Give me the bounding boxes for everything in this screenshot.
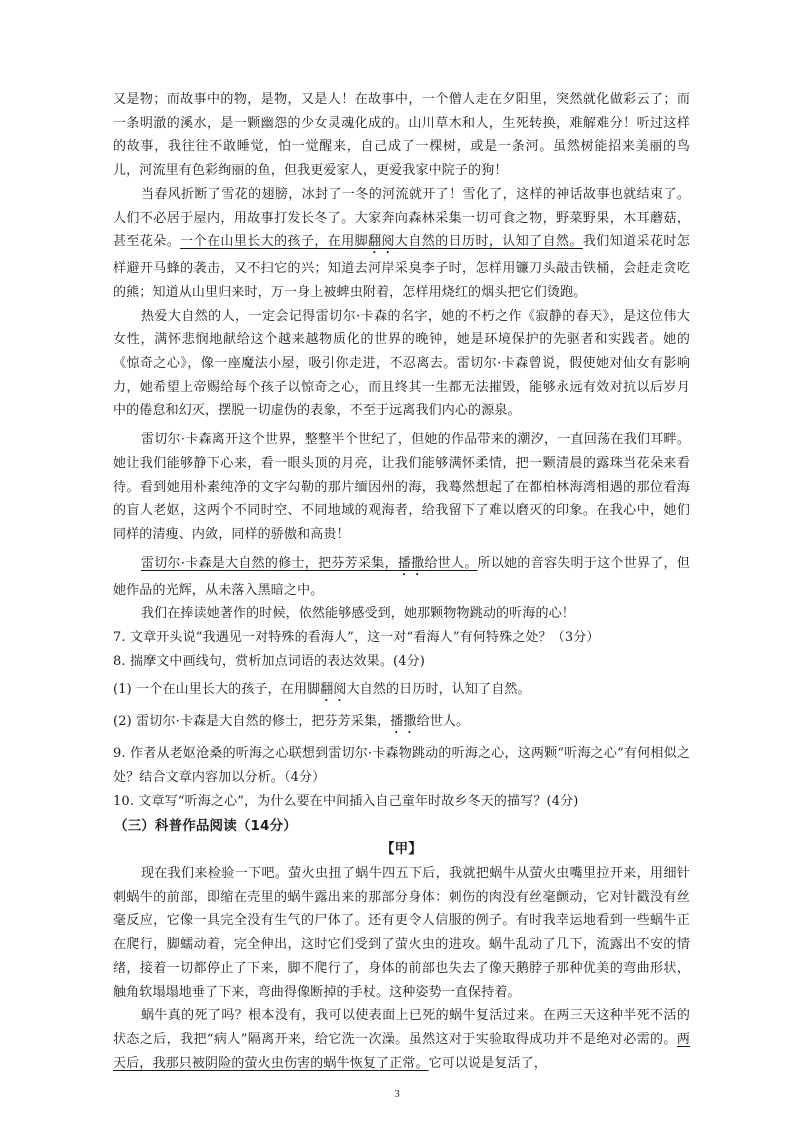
- passage-label: 【甲】: [381, 841, 422, 858]
- underlined-sentence: [141, 556, 478, 571]
- passage-paragraph: [113, 552, 690, 603]
- question-8-item-2: [113, 710, 690, 737]
- section-heading: （三）科普作品阅读（14分）: [114, 817, 297, 834]
- passage-text: 蜗牛真的死了吗？根本没有，我可以使表面上已死的蜗牛复活过来。在两三天这种半死不活的状态之后，我把“病人”隔离开来，给它洗一次澡。虽然这对于实验取得成功并不是绝对必需的。: [113, 1008, 690, 1047]
- question-text: 大自然的日历时，认知了自然。: [346, 682, 531, 698]
- dotted-word: 播撒: [397, 555, 425, 571]
- passage-text: 所以她的音容失明于这个世界了，但她作品的光辉，从未落入黑暗之中。: [113, 555, 690, 598]
- page-number: 3: [394, 1088, 400, 1100]
- underlined-sentence: [180, 234, 583, 249]
- dotted-word: 翻阅: [320, 682, 347, 698]
- passage-paragraph: 热爱大自然的人，一定会记得雷切尔·卡森的名字，她的不朽之作《寂静的春天》，是这位伟大女性，满怀悲悯地献给这个越来越物质化的世界的晚钟，她是环境保护的先驱者和实践者。她的《惊奇之心》，像一座魔法小屋，吸引你走进，不忍离去。雷切尔·卡森曾说，假使她对仙女有影响力，她希望上帝赐给每个孩子以惊奇之心，而且终其一生都无法摧毁，能够永远有效对抗以后岁月中的倦怠和幻灭，摆脱一切虚伪的表象，不至于远离我们内心的源泉。: [113, 308, 690, 419]
- question-8: 8. 揣摩文中画线句，赏析加点词语的表达效果。(4分): [113, 653, 426, 669]
- question-text: (1) 一个在山里长大的孩子，在用脚: [113, 682, 321, 698]
- passage-paragraph: 我们在捧读她著作的时候，依然能够感受到，她那颗物物跳动的听海的心！: [140, 606, 575, 622]
- dotted-word: 翻阅: [368, 234, 395, 250]
- underlined-text: 给世人。: [424, 555, 478, 571]
- question-text: 给世人。: [416, 714, 470, 730]
- question-7: 7. 文章开头说“我遇见一对特殊的看海人”，这一对“看海人”有何特殊之处？（3分）: [113, 630, 600, 646]
- underlined-text: 雷切尔·卡森是大自然的修士，把芬芳采集，: [140, 555, 398, 571]
- underlined-sentence: 两天后，我那只被阴险的萤火虫伤害的蜗牛恢复了正常。: [113, 1031, 690, 1071]
- passage-paragraph: [113, 1004, 690, 1075]
- passage-text: 我们知道采花时怎样避开马蜂的袭击，又不扫它的兴；知道去河岸采臭李子时，怎样用镰刀头敲击铁桶，会赶走贪吃的熊；知道从山里归来时，万一身上被蜱虫附着，怎样用烧红的烟头把它们烫跑。: [113, 234, 690, 300]
- passage-paragraph: 又是物；而故事中的物，是物，又是人！在故事中，一个僧人走在夕阳里，突然就化做彩云了；而一条明澈的溪水，是一颗幽怨的少女灵魂化成的。山川草木和人，生死转换，难解难分！听过这样的故事，我往往不敢睡觉，怕一觉醒来，自己成了一棵树，或是一条河。虽然树能招来美丽的鸟儿，河流里有色彩绚丽的鱼，但我更爱家人，更爱我家中院子的狗！: [113, 92, 690, 179]
- question-8-item-1: [113, 678, 690, 705]
- passage-paragraph: 现在我们来检验一下吧。萤火虫扭了蜗牛四五下后，我就把蜗牛从萤火虫嘴里拉开来，用细针刺蜗牛的前部，即缩在壳里的蜗牛露出来的那部分身体：刺伤的肉没有丝毫颤动，它对针戳没有丝毫反应，它像一具完全没有生气的尸体了。还有更令人信服的例子。有时我幸运地看到一些蜗牛正在爬行，脚蠕动着，完全伸出，这时它们受到了萤火虫的进攻。蜗牛乱动了几下，流露出不安的情绪，接着一切都停止了下来，脚不爬行了，身体的前部也失去了像天鹅脖子那种优美的弯曲形状，触角软塌塌地垂了下来，弯曲得像断掉的手杖。这种姿势一直保持着。: [113, 865, 690, 1000]
- passage-paragraph: 雷切尔·卡森离开这个世界，整整半个世纪了，但她的作品带来的潮汐，一直回荡在我们耳畔。她让我们能够静下心来，看一眼头顶的月亮，让我们能够满怀柔情，把一颗清晨的露珠当花朵来看待。看到她用朴素纯净的文字勾勒的那片缅因州的海，我蓦然想起了在都柏林海湾相遇的那位看海的盲人老妪，这两个不同时空、不同地域的观海者，给我留下了难以磨灭的印象。在我心中，她们同样的清瘦、内敛，同样的骄傲和高贵！: [113, 432, 690, 542]
- question-text: (2) 雷切尔·卡森是大自然的修士，把芬芳采集，: [113, 714, 391, 730]
- passage-paragraph: [113, 183, 690, 305]
- question-9: 9. 作者从老妪沧桑的听海之心联想到雷切尔·卡森物跳动的听海之心，这两颗“听海之心”有何相似之处？结合文章内容加以分析。（4分）: [113, 746, 690, 786]
- underlined-text: 大自然的日历时，认知了自然。: [394, 234, 583, 250]
- passage-text: 它可以说是复活了，: [428, 1055, 547, 1071]
- underlined-text: 一个在山里长大的孩子，在用脚: [180, 234, 369, 250]
- passage-text: 当春风折断了雪花的翅膀，冰封了一冬的河流就开了！雪化了，这样的神话故事也就结束了。人们不必居于屋内，用故事打发长冬了。大家奔向森林采集一切可食之物，野菜野果，木耳蘑菇，甚至花朵。: [113, 186, 690, 250]
- dotted-word: 播撒: [390, 714, 417, 730]
- question-10: 10. 文章写“听海之心”，为什么要在中间插入自己童年时故乡冬天的描写？(4分): [113, 793, 579, 809]
